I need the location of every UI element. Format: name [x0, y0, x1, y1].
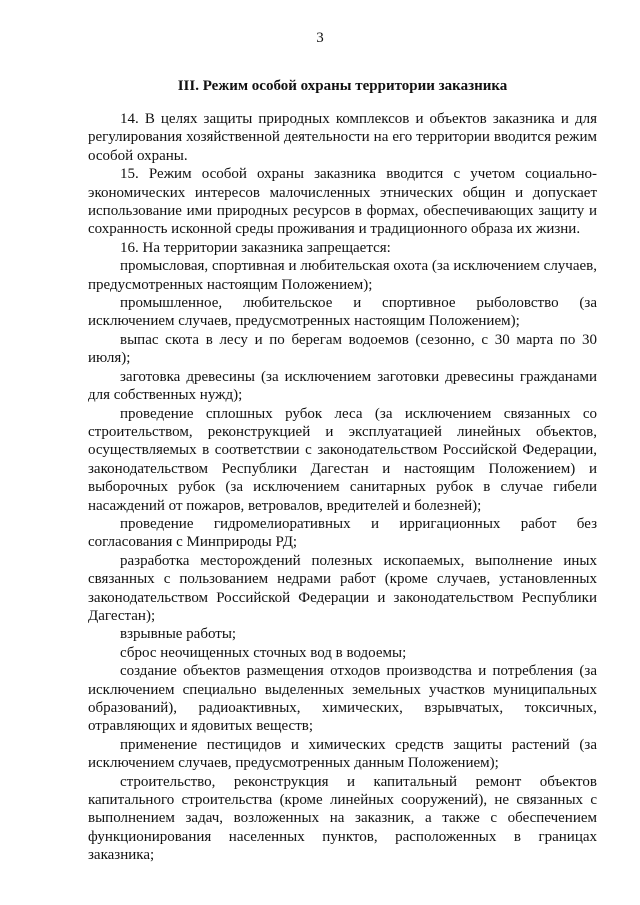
list-item-waste-disposal: создание объектов размещения отходов производства и потребления (за исключением специально выделенных земельных участков муниципальных образований), радиоактивных, химических, взрывчатых, токсичных, отравляющих и ядовитых веществ; [88, 663, 597, 735]
page-number: 3 [316, 30, 324, 46]
list-item-mining: разработка месторождений полезных ископаемых, выполнение иных связанных с пользованием недрами работ (кроме случаев, установленных законодательством Российской Федерации и законодательством Республики Дагестан); [88, 552, 597, 624]
list-item-hunting: промысловая, спортивная и любительская охота (за исключением случаев, предусмотренных настоящим Положением); [88, 258, 597, 293]
list-item-construction: строительство, реконструкция и капитальный ремонт объектов капитального строительства (кроме линейных сооружений), не связанных с выполнением задач, возложенных на заказник, а также с обеспечением функционирования населенных пунктов, расположенных в границах заказника; [88, 773, 597, 864]
document-body [88, 110, 597, 865]
paragraph-15: 15. Режим особой охраны заказника вводится с учетом социально-экономических интересов малочисленных этнических общин и допускает использование ими природных ресурсов в формах, обеспечивающих защиту и сохранность исконной среды проживания и традиционного образа их жизни. [88, 166, 597, 238]
list-item-wastewater: сброс неочищенных сточных вод в водоемы; [120, 644, 407, 661]
list-item-clear-cutting: проведение сплошных рубок леса (за исключением связанных со строительством, реконструкцией и эксплуатацией линейных объектов, осуществляемых в соответствии с законодательством Российской Федерации, законодательством Республики Дагестан и настоящим Положением) и выборочных рубок (за исключением санитарных рубок в случае гибели насаждений от пожаров, ветровалов, вредителей и болезней); [88, 405, 597, 514]
list-item-land-reclamation: проведение гидромелиоративных и ирригационных работ без согласования с Минприроды РД; [88, 515, 597, 551]
paragraph-14: 14. В целях защиты природных комплексов и объектов заказника и для регулирования хозяйственной деятельности на его территории вводится режим особой охраны. [88, 111, 597, 164]
list-item-timber-harvesting: заготовка древесины (за исключением заготовки древесины гражданами для собственных нужд); [88, 368, 597, 404]
list-item-grazing: выпас скота в лесу и по берегам водоемов (сезонно, с 30 марта по 30 июля); [88, 331, 597, 367]
section-title: III. Режим особой охраны территории заказника [177, 78, 508, 94]
list-item-fishing: промышленное, любительское и спортивное рыболовство (за исключением случаев, предусмотренных настоящим Положением); [88, 295, 597, 330]
list-item-pesticides: применение пестицидов и химических средств защиты растений (за исключением случаев, предусмотренных данным Положением); [88, 736, 597, 772]
list-item-blasting: взрывные работы; [120, 626, 237, 643]
paragraph-16: 16. На территории заказника запрещается: [120, 239, 391, 256]
